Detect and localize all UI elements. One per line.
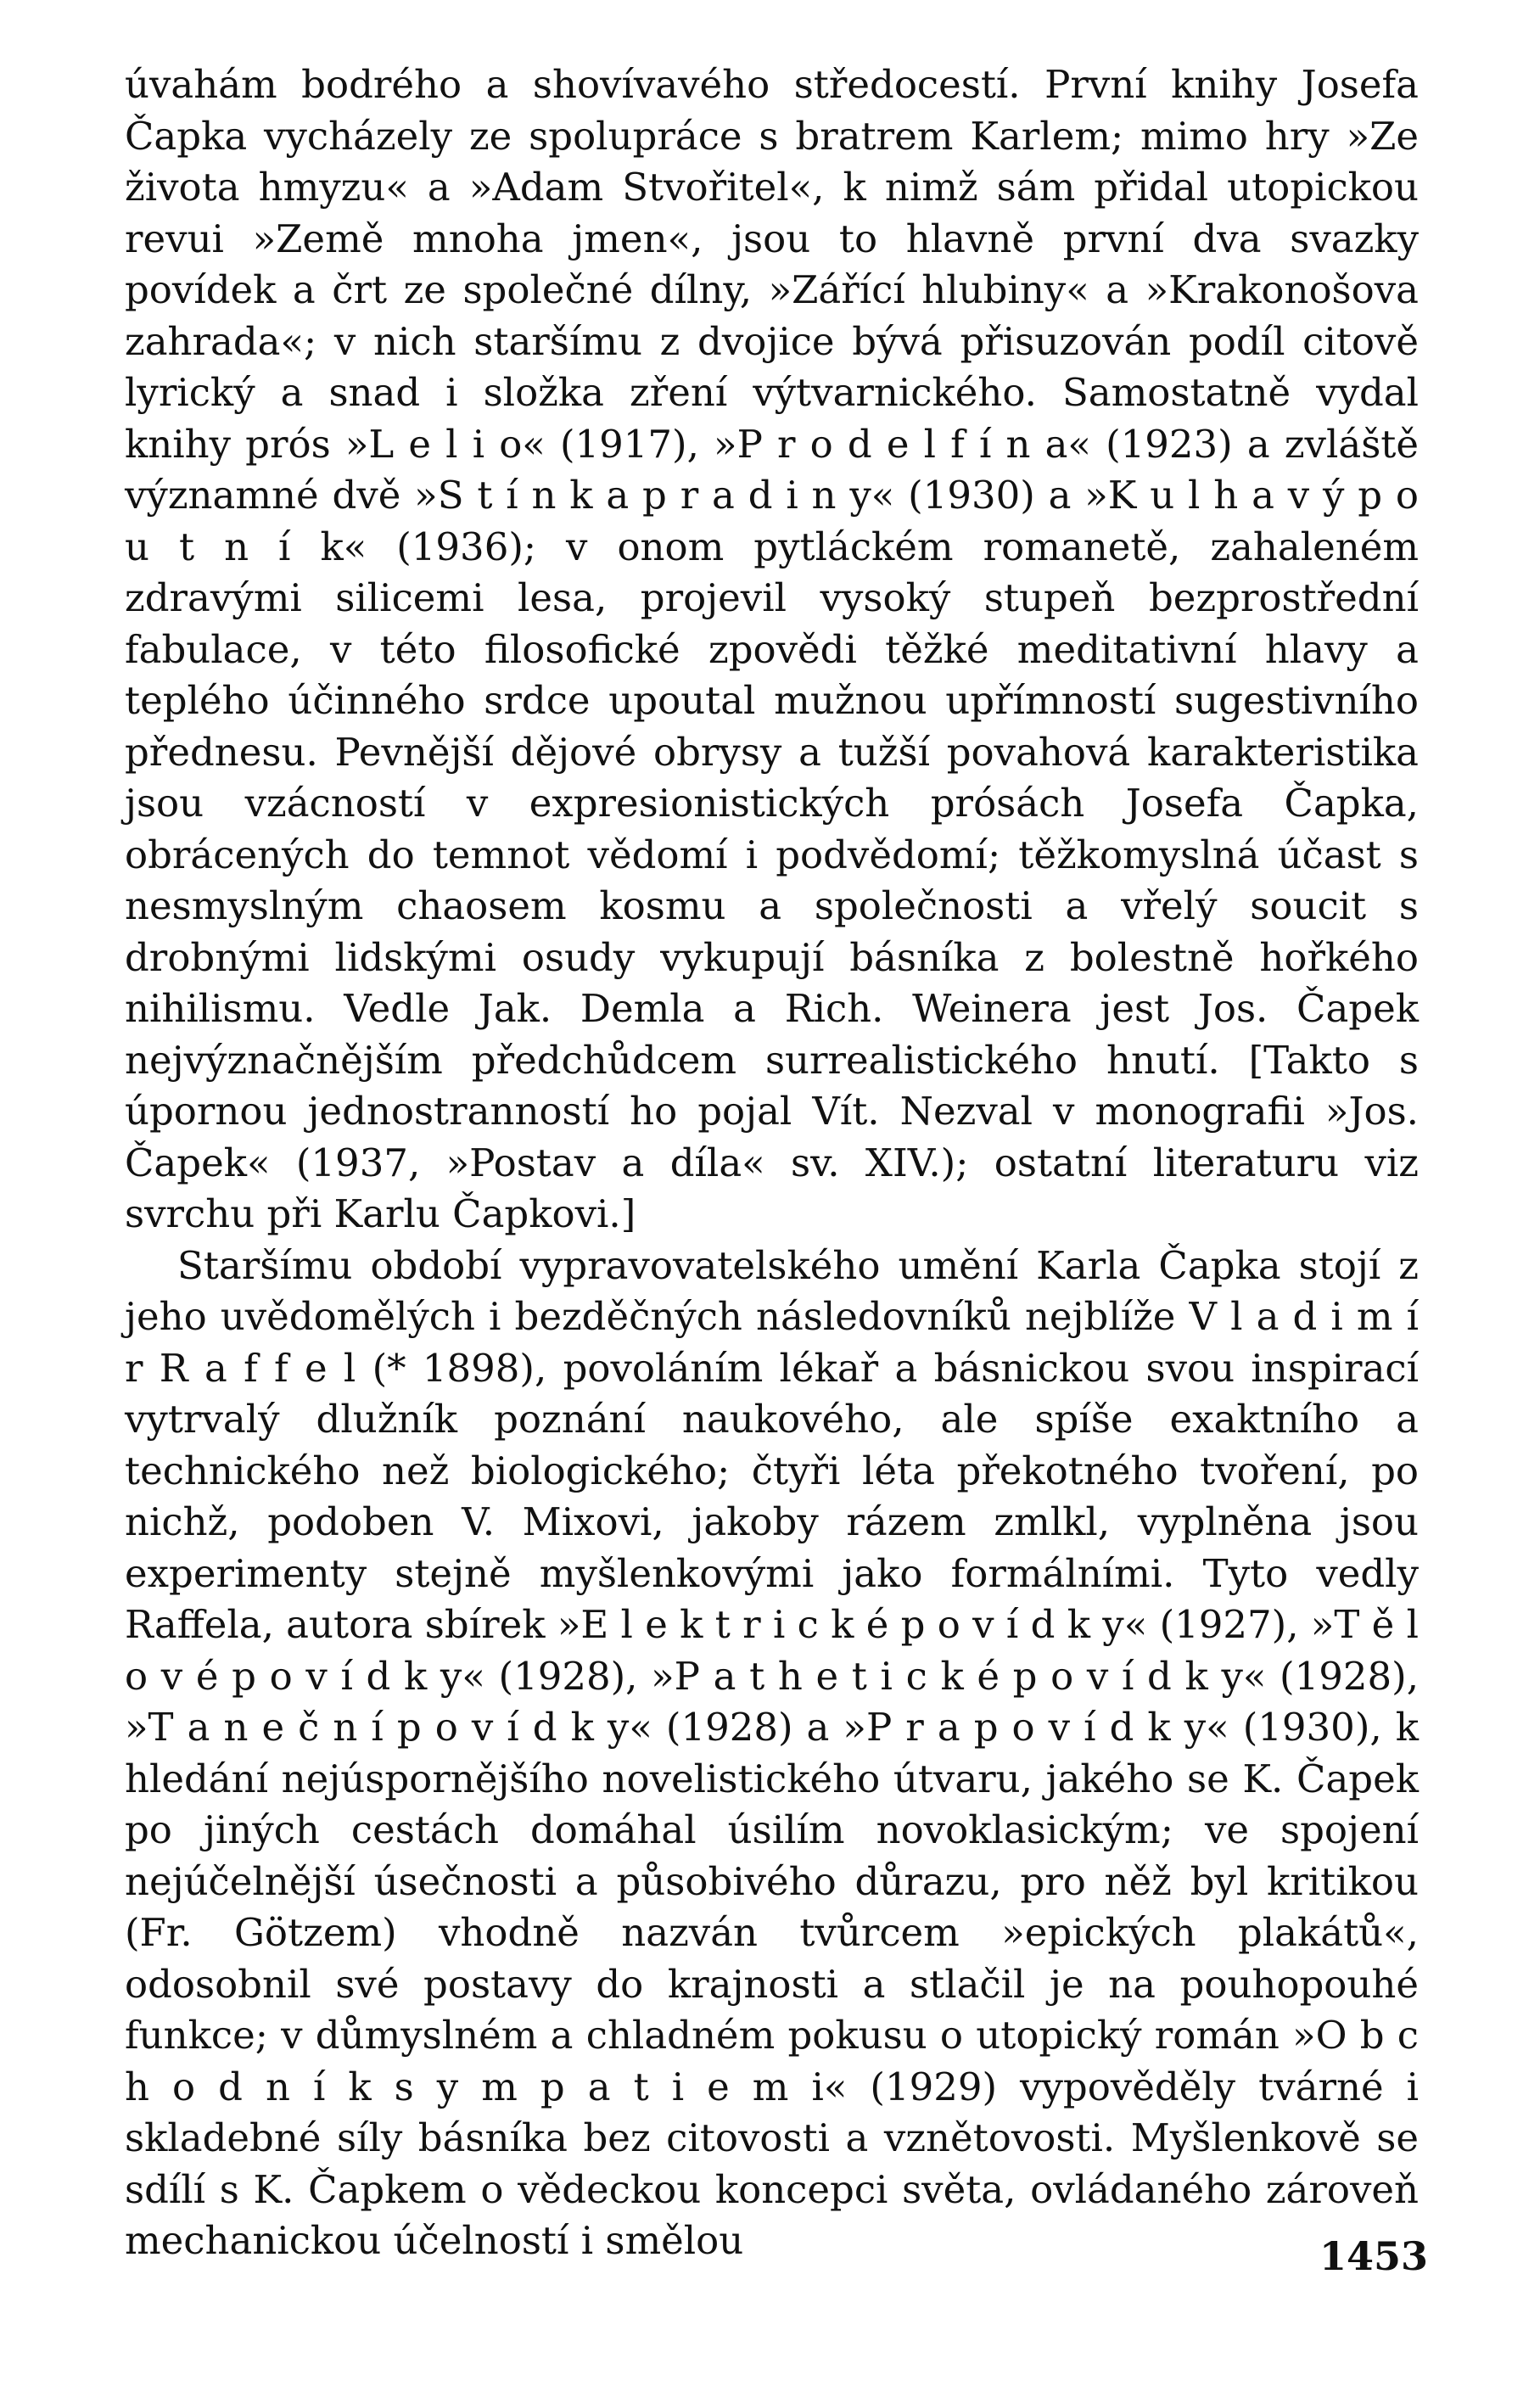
body-text [125, 59, 1419, 2267]
page-number: 1453 [1319, 2233, 1429, 2279]
paragraph-2: Staršímu období vypravovatelského umění Karla Čapka stojí z jeho uvědomělých i bezděčných následovníků nejblíže V l a d i m í r R a f f e l (* 1898), povoláním lékař a básnickou svou inspirací vytrvalý dlužník poznání naukového, ale spíše exaktního a technického než biologického; čtyři léta překotného tvoření, po nichž, podoben V. Mixovi, jakoby rázem zmlkl, vyplněna jsou experimenty stejně myšlenkovými jako formálními. Tyto vedly Raffela, autora sbírek »E l e k t r i c k é p o v í d k y« (1927), »T ě l o v é p o v í d k y« (1928), »P a t h e t i c k é p o v í d k y« (1928), »T a n e č n í p o v í d k y« (1928) a »P r a p o v í d k y« (1930), k hledání nejúspornějšího novelistického útvaru, jakého se K. Čapek po jiných cestách domáhal úsilím novoklasickým; ve spojení nejúčelnější úsečnosti a působivého důrazu, pro něž byl kritikou (Fr. Götzem) vhodně nazván tvůrcem »epických plakátů«, odosobnil své postavy do krajnosti a stlačil je na pouhopouhé funkce; v důmyslném a chladném pokusu o utopický román »O b c h o d n í k s y m p a t i e m i« (1929) vypověděly tvárné i skladebné síly básníka bez citovosti a vznětovosti. Myšlenkově se sdílí s K. Čapkem o vědeckou koncepci světa, ovládaného zároveň mechanickou účelností i smělou [125, 1242, 1419, 2263]
paragraph-1: úvahám bodrého a shovívavého středocestí. První knihy Josefa Čapka vycházely ze spolupráce s bratrem Karlem; mimo hry »Ze života hmyzu« a »Adam Stvořitel«, k nimž sám přidal utopickou revui »Země mnoha jmen«, jsou to hlavně první dva svazky povídek a črt ze společné dílny, »Zářící hlubiny« a »Krakonošova zahrada«; v nich staršímu z dvojice bývá přisuzován podíl citově lyrický a snad i složka zření výtvarnického. Samostatně vydal knihy prós »L e l i o« (1917), »P r o d e l f í n a« (1923) a zvláště významné dvě »S t í n k a p r a d i n y« (1930) a »K u l h a v ý p o u t n í k« (1936); v onom pytláckém romanetě, zahaleném zdravými silicemi lesa, projevil vysoký stupeň bezprostřední fabulace, v této filosofické zpovědi těžké meditativní hlavy a teplého účinného srdce upoutal mužnou upřímností sugestivního přednesu. Pevnější dějové obrysy a tužší povahová karakteristika jsou vzácností v expresionistických prósách Josefa Čapka, obrácených do temnot vědomí i podvědomí; těžkomyslná účast s nesmyslným chaosem kosmu a společnosti a vřelý soucit s drobnými lidskými osudy vykupují básníka z bolestně hořkého nihilismu. Vedle Jak. Demla a Rich. Weinera jest Jos. Čapek nejvýznačnějším předchůdcem surrealistického hnutí. [Takto s úpornou jednostranností ho pojal Vít. Nezval v monografii »Jos. Čapek« (1937, »Postav a díla« sv. XIV.); ostatní literaturu viz svrchu při Karlu Čapkovi.] [125, 62, 1419, 1236]
